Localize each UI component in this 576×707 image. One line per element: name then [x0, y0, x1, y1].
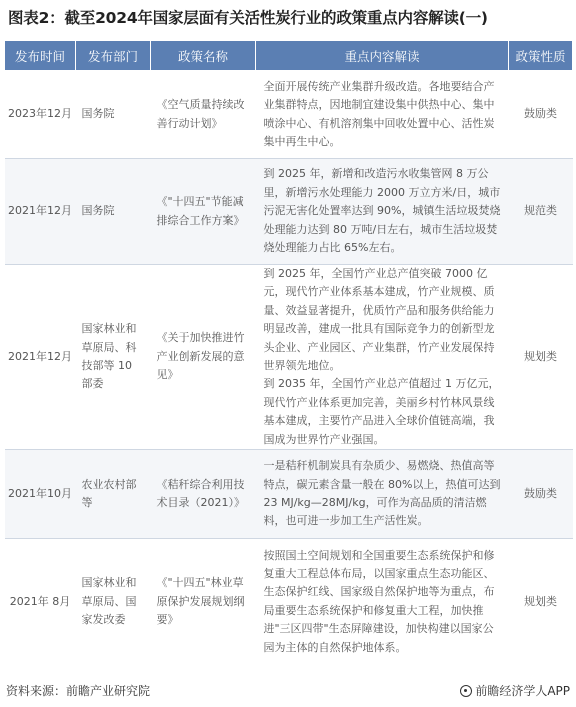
table-row — [5, 71, 573, 159]
header-name: 政策名称 — [151, 41, 256, 71]
cell-time: 2021年12月 — [5, 159, 76, 265]
cell-dept: 国家林业和草原局、科技部等 10 部委 — [76, 265, 151, 450]
content-paragraph: 一是秸秆机制炭具有杂质少、易燃烧、热值高等特点，碳元素含量一般在 80%以上，热值可达到 23 MJ/kg—28MJ/kg，可作为高品质的清洁燃料，也可进一步加工生产活性炭。 — [263, 459, 501, 528]
table-row — [5, 450, 573, 539]
table-row — [5, 159, 573, 265]
cell-type: 鼓励类 — [509, 450, 573, 539]
cell-type: 规划类 — [509, 265, 573, 450]
header-content: 重点内容解读 — [256, 41, 509, 71]
content-paragraph: 到 2035 年，全国竹产业总产值超过 1 万亿元，现代竹产业体系更加完善，美丽乡村竹林风景线基本建成，主要竹产品进入全球价值链高端，我国成为世界竹产业强国。 — [263, 377, 500, 446]
cell-content — [256, 450, 509, 539]
table-row — [5, 539, 573, 665]
table-header-row — [5, 41, 573, 71]
cell-name: 《"十四五"林业草原保护发展规划纲要》 — [151, 539, 256, 665]
cell-name: 《"十四五"节能减排综合工作方案》 — [151, 159, 256, 265]
source-note: 资料来源：前瞻产业研究院 — [6, 684, 151, 698]
table-row — [5, 265, 573, 450]
header-dept: 发布部门 — [76, 41, 151, 71]
header-time: 发布时间 — [5, 41, 76, 71]
cell-name: 《关于加快推进竹产业创新发展的意见》 — [151, 265, 256, 450]
content-paragraph: 到 2025 年，新增和改造污水收集管网 8 万公里，新增污水处理能力 2000 万立方米/日，城市污泥无害化处置率达到 90%，城镇生活垃圾焚烧处理能力达到 80 万吨/日左右，城市生活垃圾焚烧处理能力占比 65%左右。 — [263, 167, 501, 255]
cell-type: 鼓励类 — [509, 71, 573, 159]
brand-name: 前瞻经济学人APP — [475, 684, 570, 698]
cell-name: 《空气质量持续改善行动计划》 — [151, 71, 256, 159]
cell-type: 规划类 — [509, 539, 573, 665]
cell-content — [256, 159, 509, 265]
cell-dept: 国务院 — [76, 159, 151, 265]
content-paragraph: 按照国土空间规划和全国重要生态系统保护和修复重大工程总体布局，以国家重点生态功能区、生态保护红线、国家级自然保护地等为重点，布局重要生态系统保护和修复重大工程，加快推进"三区四带"生态屏障建设，加快构建以国家公园为主体的自然保护地体系。 — [263, 548, 495, 654]
chart-title: 图表2：截至2024年国家层面有关活性炭行业的政策重点内容解读(一) — [8, 9, 488, 27]
cell-time: 2021年 8月 — [5, 539, 76, 665]
cell-name: 《秸秆综合利用技术目录（2021）》 — [151, 450, 256, 539]
cell-dept: 农业农村部等 — [76, 450, 151, 539]
cell-dept: 国务院 — [76, 71, 151, 159]
content-paragraph: 全面开展传统产业集群升级改造。各地要结合产业集群特点，因地制宜建设集中供热中心、集中喷涂中心、有机溶剂集中回收处置中心、活性炭集中再生中心。 — [263, 79, 495, 148]
header-type: 政策性质 — [509, 41, 573, 71]
cell-content — [256, 71, 509, 159]
brand-credit — [460, 682, 570, 699]
cell-time: 2023年12月 — [5, 71, 76, 159]
brand-logo-icon — [460, 685, 472, 697]
policy-table — [4, 40, 573, 665]
cell-content — [256, 539, 509, 665]
cell-dept: 国家林业和草原局、国家发改委 — [76, 539, 151, 665]
content-paragraph: 到 2025 年，全国竹产业总产值突破 7000 亿元，现代竹产业体系基本建成，竹产业规模、质量、效益显著提升，优质竹产品和服务供给能力明显改善，建成一批具有国际竞争力的创新型龙头企业、产业园区、产业集群，竹产业发展保持世界领先地位。 — [263, 267, 495, 373]
cell-content — [256, 265, 509, 450]
cell-type: 规范类 — [509, 159, 573, 265]
cell-time: 2021年10月 — [5, 450, 76, 539]
cell-time: 2021年12月 — [5, 265, 76, 450]
